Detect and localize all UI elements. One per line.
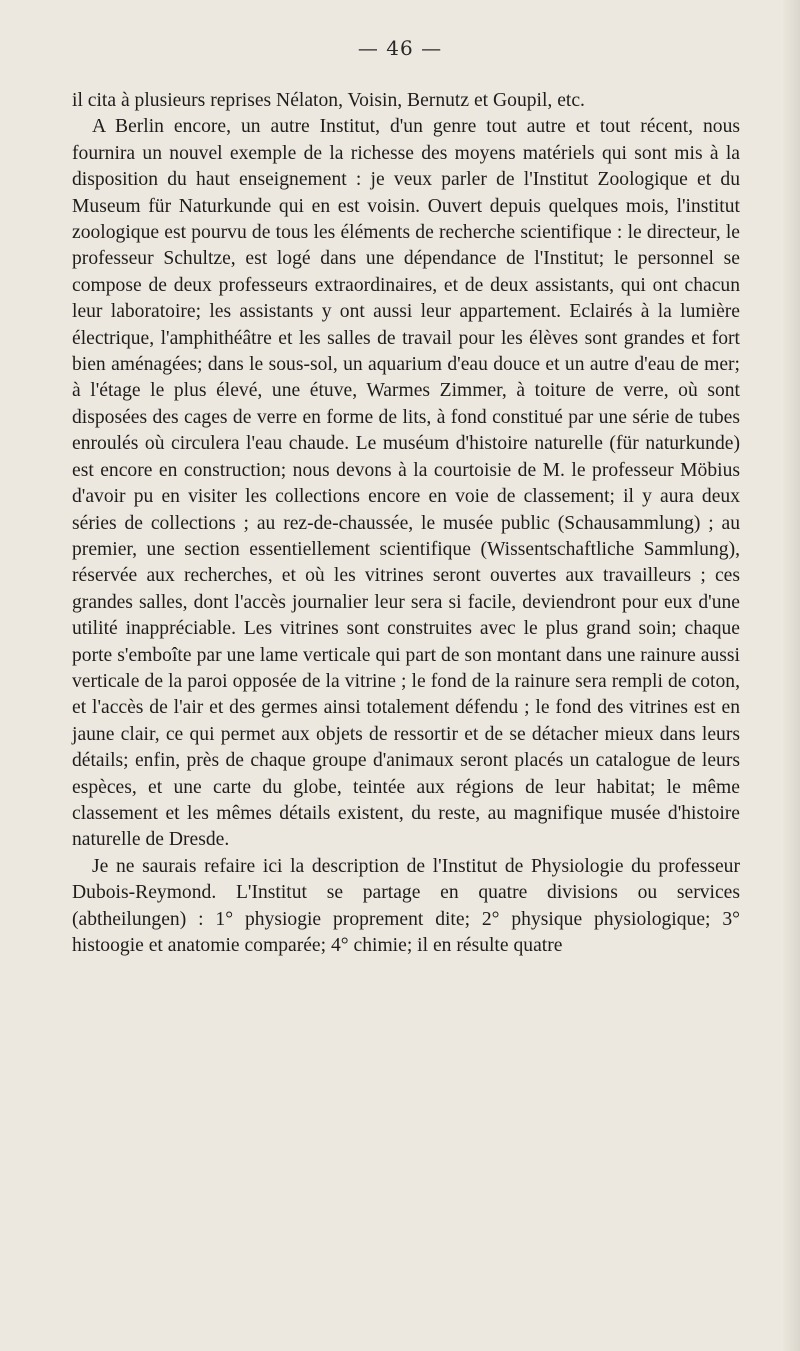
paragraph-continuation: il cita à plusieurs reprises Nélaton, Voisin, Bernutz et Goupil, etc. bbox=[72, 90, 585, 111]
body-text bbox=[72, 88, 740, 959]
paragraph-institut-physiologie: Je ne saurais refaire ici la description de l'Institut de Physiologie du professeur Dubois-Reymond. L'Institut se partage en quatre divisions ou services (abtheilungen) : 1° physiogie proprement dite; 2° physique physiologique; 3° histoogie et anatomie comparée; 4° chimie; il en résulte quatre bbox=[72, 855, 740, 956]
page-number: — 46 — bbox=[357, 36, 443, 60]
paragraph-berlin-institut-zoologique: A Berlin encore, un autre Institut, d'un genre tout autre et tout récent, nous fournira un nouvel exemple de la richesse des moyens matériels qui sont mis à la disposition du haut enseignement : je veux parler de l'Institut Zoologique et du Museum für Naturkunde qui en est voisin. Ouvert depuis quelques mois, l'institut zoologique est pourvu de tous les éléments de recherche scientifique : le directeur, le professeur Schultze, est logé dans une dépendance de l'Institut; le personnel se compose de deux professeurs extraordinaires, et de deux assistants, qui ont chacun leur laboratoire; les assistants y ont aussi leur appartement. Eclairés à la lumière électrique, l'amphithéâtre et les salles de travail pour les élèves sont grandes et fort bien aménagées; dans le sous-sol, un aquarium d'eau douce et un autre d'eau de mer; à l'étage le plus élevé, une étuve, Warmes Zimmer, à toiture de verre, où sont disposées des cages de verre en forme de lits, à fond constitué par une série de tubes enroulés où circulera l'eau chaude. Le muséum d'histoire naturelle (für naturkunde) est encore en construction; nous devons à la courtoisie de M. le professeur Möbius d'avoir pu en visiter les collections encore en voie de classement; il y aura deux séries de collections ; au rez-de-chaussée, le musée public (Schausammlung) ; au premier, une section essentiellement scientifique (Wissentschaftliche Sammlung), réservée aux recherches, et où les vitrines seront ouvertes aux travailleurs ; ces grandes salles, dont l'accès journalier leur sera si facile, deviendront pour eux d'une utilité inappréciable. Les vitrines sont construites avec le plus grand soin; chaque porte s'emboîte par une lame verticale qui part de son montant dans une rainure aussi verticale de la paroi opposée de la vitrine ; le fond de la rainure sera rempli de coton, et l'accès de l'air et des germes ainsi totalement défendu ; le fond des vitrines est en jaune clair, ce qui permet aux objets de ressortir et de se détacher mieux dans leurs détails; enfin, près de chaque groupe d'animaux seront placés un catalogue de leurs espèces, et une carte du globe, teintée aux régions de leur habitat; le même classement et les mêmes détails existent, du reste, au magnifique musée d'histoire naturelle de Dresde. bbox=[72, 116, 740, 851]
page-edge-shadow bbox=[782, 0, 800, 1351]
